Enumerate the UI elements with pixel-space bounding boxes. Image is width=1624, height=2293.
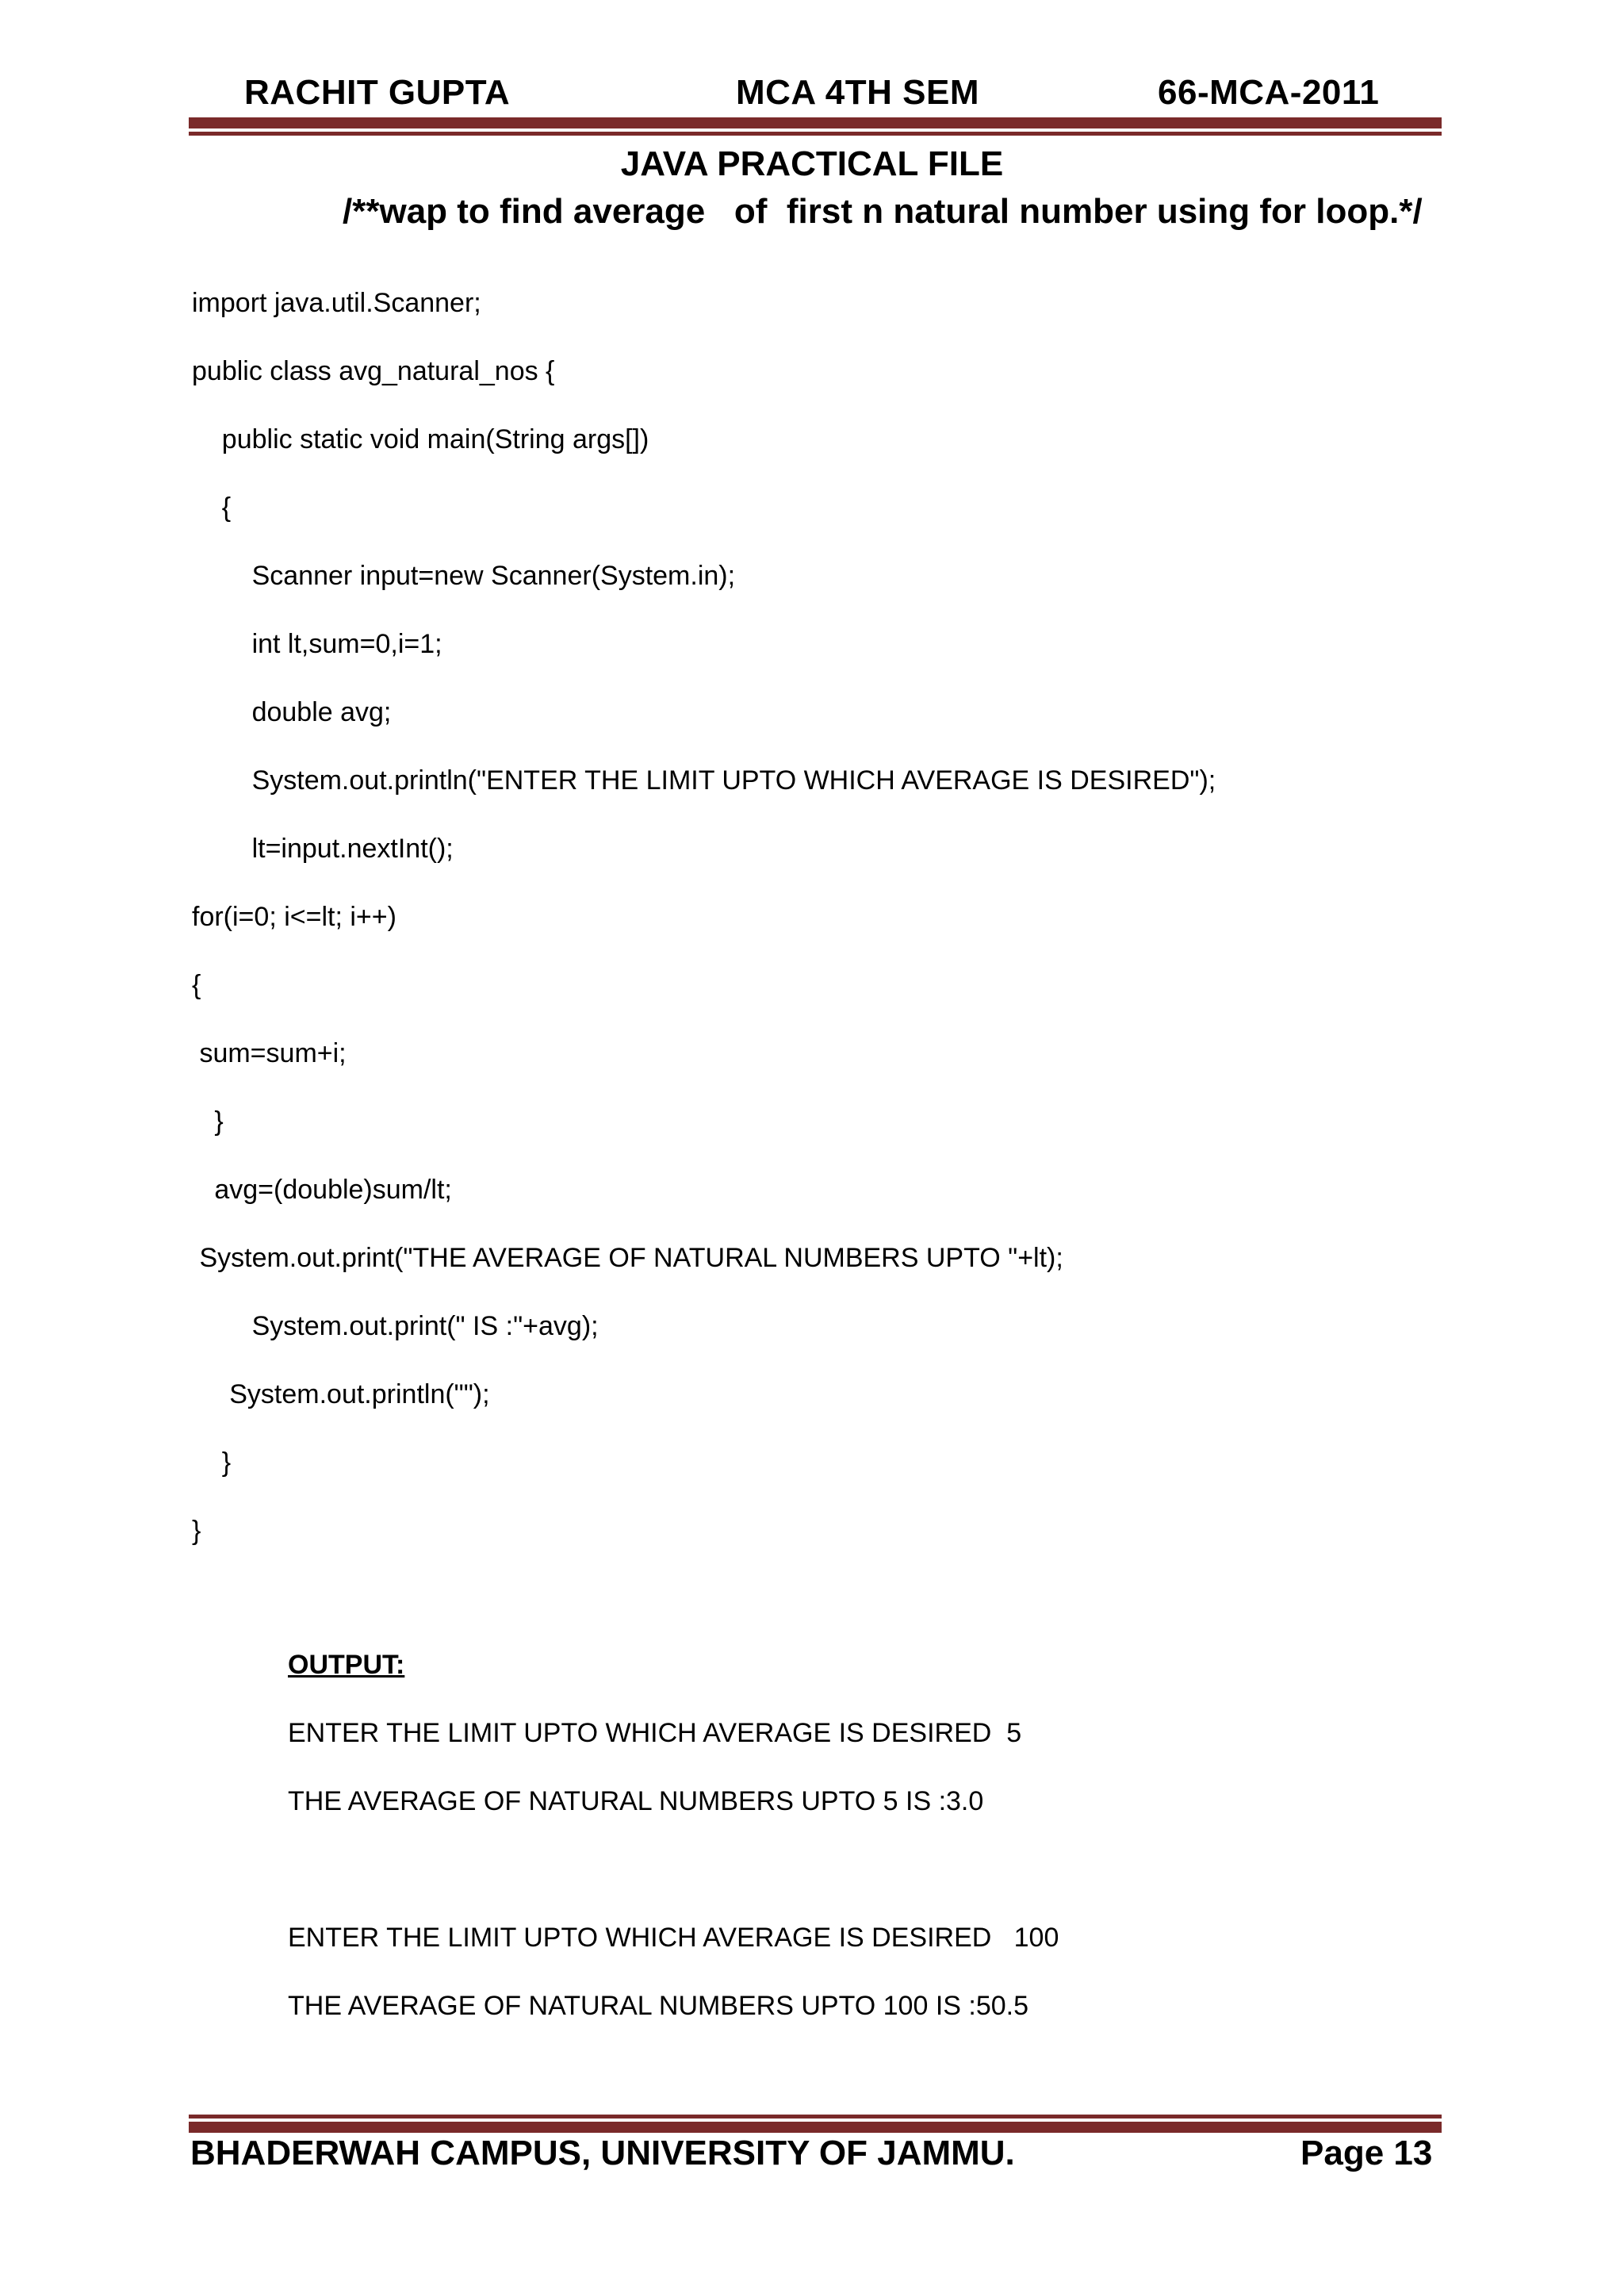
- code-line: System.out.println("ENTER THE LIMIT UPTO WHICH AVERAGE IS DESIRED");: [192, 765, 1216, 796]
- code-line: }: [192, 1448, 232, 1478]
- code-line: }: [192, 1106, 224, 1137]
- footer-rule-thin: [189, 2115, 1442, 2119]
- output-line: THE AVERAGE OF NATURAL NUMBERS UPTO 5 IS :3.0: [288, 1786, 984, 1816]
- header-rule-thin: [189, 132, 1442, 136]
- code-line: int lt,sum=0,i=1;: [192, 629, 442, 659]
- code-line: lt=input.nextInt();: [192, 834, 454, 864]
- code-line: }: [192, 1516, 201, 1546]
- roll-number: 66-MCA-2011: [1158, 73, 1380, 112]
- header-rule-thick: [189, 117, 1442, 128]
- code-line: System.out.print("THE AVERAGE OF NATURAL NUMBERS UPTO "+lt);: [192, 1243, 1063, 1273]
- code-line: System.out.print(" IS :"+avg);: [192, 1311, 599, 1341]
- code-line: double avg;: [192, 697, 392, 727]
- output-line: ENTER THE LIMIT UPTO WHICH AVERAGE IS DESIRED 5: [288, 1718, 1022, 1748]
- code-line: public static void main(String args[]): [192, 424, 649, 454]
- output-line: ENTER THE LIMIT UPTO WHICH AVERAGE IS DESIRED 100: [288, 1923, 1059, 1953]
- document-title: JAVA PRACTICAL FILE: [620, 144, 1004, 183]
- output-heading: OUTPUT:: [288, 1650, 405, 1680]
- code-line: {: [192, 493, 232, 523]
- code-line: import java.util.Scanner;: [192, 288, 481, 318]
- code-line: avg=(double)sum/lt;: [192, 1175, 452, 1205]
- code-line: public class avg_natural_nos {: [192, 356, 555, 386]
- code-line: sum=sum+i;: [192, 1038, 347, 1068]
- campus-name: BHADERWAH CAMPUS, UNIVERSITY OF JAMMU.: [190, 2134, 1015, 2172]
- output-line: THE AVERAGE OF NATURAL NUMBERS UPTO 100 IS :50.5: [288, 1991, 1029, 2021]
- page-number: Page 13: [1300, 2134, 1433, 2172]
- code-line: Scanner input=new Scanner(System.in);: [192, 561, 736, 591]
- program-comment: /**wap to find average of first n natural number using for loop.*/: [343, 192, 1423, 231]
- code-line: System.out.println("");: [192, 1379, 490, 1409]
- code-line: for(i=0; i<=lt; i++): [192, 902, 396, 932]
- author-name: RACHIT GUPTA: [244, 73, 511, 112]
- footer-rule-thick: [189, 2122, 1442, 2133]
- code-line: {: [192, 970, 201, 1000]
- course-label: MCA 4TH SEM: [736, 73, 979, 112]
